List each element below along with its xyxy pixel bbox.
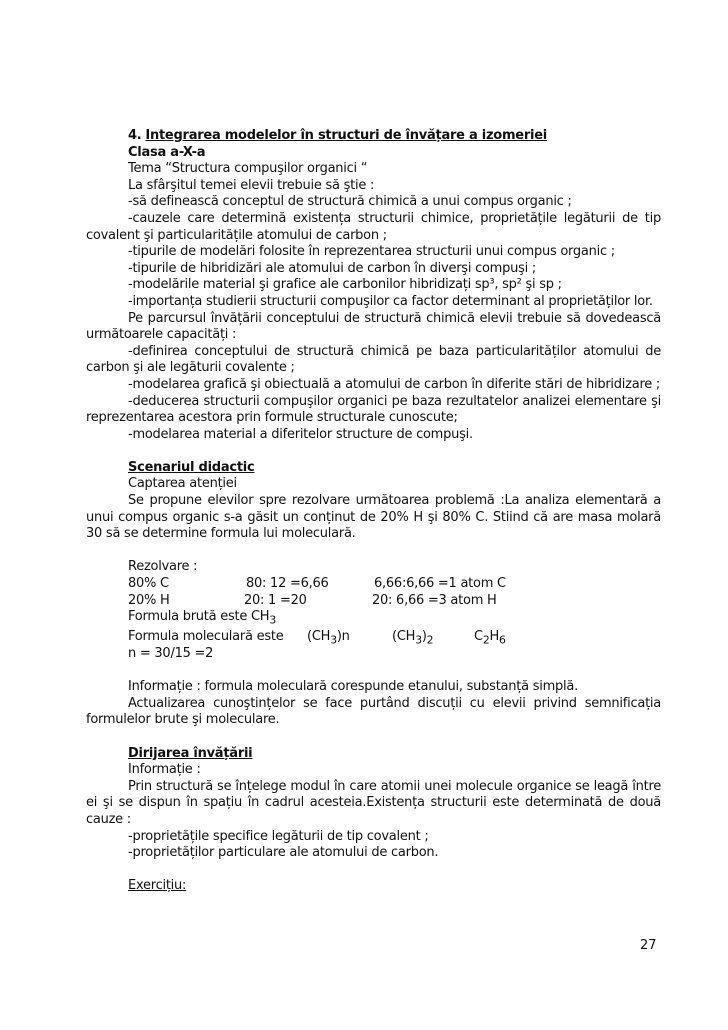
molecular-formula-row [86,629,661,646]
solution-label: Rezolvare : [128,559,198,575]
theme-line: Tema “Structura compuşilor organici “ [128,161,368,177]
calc-division: 80: 12 =6,66 [246,576,329,592]
guidance-title: Dirijarea învățării [128,745,253,761]
section-number: 4. [128,128,142,143]
objective-item: -cauzele care determină existența structurii chimice, proprietățile legăturii de tip covalent şi particularitățile atomului de carbon ; [86,210,661,243]
objective-item: -importanța studierii structurii compuşilor ca factor determinant al proprietăților lor. [128,293,653,309]
capacities-intro: Pe parcursul învățării conceptului de structură chimică elevii trebuie să dovedească următoarele capacități : [86,310,661,343]
n-value: n = 30/15 =2 [128,646,214,661]
capacity-item: -modelarea grafică şi obiectuală a atomului de carbon în diferite stări de hibridizare ; [128,376,661,392]
formula-ch3-n: $(CH_3)n$ [307,629,350,647]
exercise-label: Exercițiu: [128,878,187,894]
page-number: 27 [640,938,657,953]
calc-result: 6,66:6,66 =1 atom C [374,576,506,592]
objective-item: -tipurile de hibridizări ale atomului de carbon în diverşi compuşi ; [128,260,536,276]
section-title: Integrarea modelelor în structuri de învățare a izomeriei [145,128,547,143]
calc-percent: 80% C [128,576,169,592]
crude-formula: Formula brută este $CH_3$ [128,609,276,627]
molecular-label: Formula moleculară este [128,629,284,645]
calc-division: 20: 1 =20 [244,592,307,608]
scenario-title: Scenariul didactic [128,459,255,475]
cause-item: -proprietăților particulare ale atomului de carbon. [128,845,439,861]
formula-ch3-2: $(CH_3)_2$ [392,629,434,647]
capacity-item: -deducerea structurii compuşilor organici pe baza rezultatelor analizei elementare şi reprezentarea acestora prin formule structurale cunoscute; [86,393,661,426]
objectives-intro: La sfârşitul temei elevii trebuie să ştie : [128,177,375,193]
info-line: Informație : formula moleculară corespunde etanului, substanță simplă. [128,679,578,695]
section-heading [86,128,661,145]
capacity-item: -modelarea material a diferitelor structure de compuşi. [128,426,473,442]
class-label: Clasa a-X-a [128,144,206,160]
capacity-item: -definirea conceptului de structură chimică pe baza particularităților atomului de carbon şi ale legăturii covalente ; [86,343,661,376]
formula-c2h6: $C_2H_6$ [474,629,506,647]
document-body [86,128,661,895]
attention-label: Captarea atenției [128,476,237,492]
objective-item: -să definească conceptul de structură chimică a unui compus organic ; [128,194,572,210]
calc-row [86,593,661,610]
guidance-text: Prin structură se înțelege modul în care atomii unei molecule organice se leagă între ei şi se dispun în spațiu în cadrul acesteia.Existența structurii este determinată de două cauze : [86,778,661,827]
objective-item: -modelările material şi grafice ale carbonilor hibridizați sp³, sp² şi sp ; [128,277,562,293]
calc-result: 20: 6,66 =3 atom H [372,592,497,608]
cause-item: -proprietățile specifice legăturii de tip covalent ; [128,828,429,844]
guidance-info-label: Informație : [128,762,201,778]
actualization-text: Actualizarea cunoştințelor se face purtând discuții cu elevii privind semnificația formulelor brute şi moleculare. [86,695,661,728]
objective-item: -tipurile de modelări folosite în reprezentarea structurii unui compus organic ; [128,244,615,260]
calc-row [86,576,661,593]
problem-text: Se propune elevilor spre rezolvare următoarea problemă :La analiza elementară a unui compus organic s-a găsit un conținut de 20% H şi 80% C. Stiind că are masa molară 30 să se determine formula lui moleculară. [86,493,661,542]
calc-percent: 20% H [128,592,170,608]
